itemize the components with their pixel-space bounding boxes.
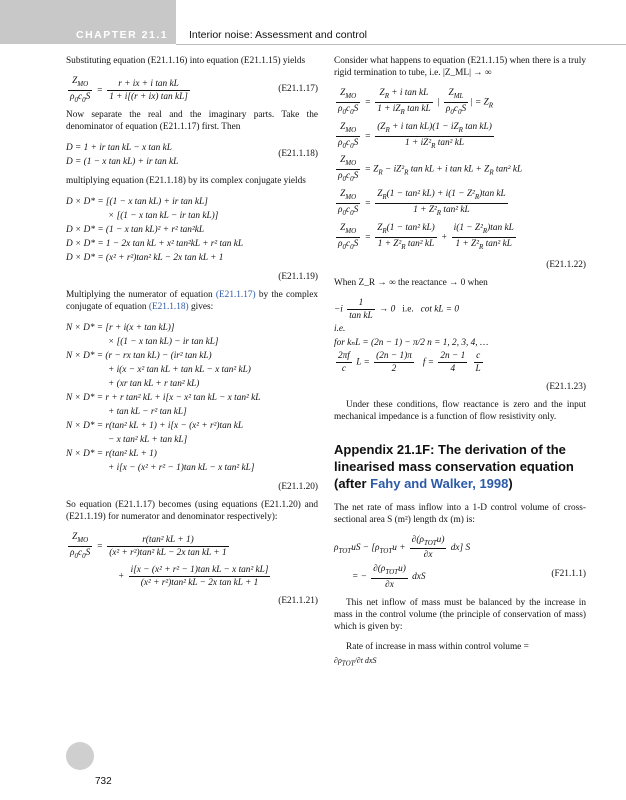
equation-number: (E21.1.22) [546,259,586,270]
equation-line: N × D* = r + r tan² kL + i[x − x² tan kL − x tan² kL [66,393,261,403]
citation-link[interactable]: Fahy and Walker, 1998 [370,475,509,491]
equation-line: − x tan² kL + tan kL] [108,435,188,445]
equation-line: × [(1 − x tan kL − ir tan kL)] [108,211,219,221]
equation-line: D × D* = (x² + r²)tan² kL − 2x tan kL + 1 [66,253,224,263]
paragraph: This net inflow of mass must be balanced by the increase in mass in the control volume (the principle of conservation of mass) which is given by: [334,598,586,633]
equation-line: + i(x − x² tan kL + tan kL − x tan² kL) [108,365,251,375]
equation-e21-1-23: −i $\frac{1}{\text{tan kL}}$ → 0 i.e. cot kL = 0 i.e. for kₙL = (2n − 1) − π/2 n = 1, 2, 3, 4, … $\frac{2\pi f}{c}$ L = $\frac{(2n - 1)\pi}{2}$ f = $\frac{2n - 1}{4}$ $\frac{c}{L}$ [334,297,586,375]
equation-line: + tan kL − r² tan kL] [108,407,187,417]
equation-mass-rate: $\partial\rho_{TOT}/\partial t$ dxS [334,656,377,668]
equation-line: + i[x − (x² + r² − 1)tan kL − x tan² kL] [108,463,255,473]
equation-line: for kₙL = (2n − 1) − π/2 n = 1, 2, 3, 4, … [334,337,489,348]
equation-number: (E21.1.20) [278,482,318,492]
equation-line: N × D* = (r − rx tan kL) − (ir² tan kL) [66,351,212,361]
equation-e21-1-18 [66,141,318,169]
appendix-heading: Appendix 21.1F: The derivation of the linearised mass conservation equation (after Fahy and Walker, 1998) [334,441,574,491]
equation-line: D = (1 − x tan kL) + ir tan kL [66,157,179,167]
paragraph: The net rate of mass inflow into a 1-D control volume of cross-sectional area S (m²) length dx (m) is: [334,502,586,525]
equation-line: N × D* = r(tan² kL + 1) + i[x − (x² + r²)tan kL [66,421,244,431]
chapter-label: CHAPTER 21.1 [76,29,169,41]
equation-number: (F21.1.1) [551,568,586,579]
paragraph: Rate of increase in mass within control volume = [346,642,529,653]
equation-number: (E21.1.21) [278,595,318,606]
paragraph: Under these conditions, flow reactance is zero and the input mechanical impedance is a function of flow resistivity only. [334,399,586,422]
equation-line: N × D* = [r + i(x + tan kL)] [66,323,175,333]
page-number: 732 [95,776,112,787]
equation-line: D × D* = (1 − x tan kL)² + r² tan²kL [66,225,205,235]
equation-link[interactable]: (E21.1.17) [215,290,256,300]
equation-e21-1-20 [66,321,318,475]
paragraph: Substituting equation (E21.1.16) into equation (E21.1.15) yields [66,56,306,66]
equation-e21-1-19 [66,195,318,265]
paragraph: Consider what happens to equation (E21.1.15) when there is a truly rigid termination to tube, i.e. |Z_ML| → ∞ [334,56,586,78]
ie-label: i.e. [334,323,346,334]
paragraph: When Z_R → ∞ the reactance → 0 when [334,277,488,288]
equation-link[interactable]: (E21.1.18) [148,302,189,312]
equation-number: (E21.1.18) [278,149,318,159]
left-column [66,55,318,613]
equation-line: N × D* = r(tan² kL + 1) [66,449,157,459]
equation-number: (E21.1.23) [546,381,586,392]
equation-line: + (xr tan kL + r tan² kL) [108,379,200,389]
equation-e21-1-17: $\frac{Z_{MO}}{\rho_0c_0S}$ = $\frac{\text{r + ix + i tan kL}}{\text{1 + i[(r + ix) tan kL]}}$ (E21.1.17) [70,76,318,104]
paragraph: Now separate the real and the imaginary parts. Take the denominator of equation (E21.1.17) first. Then [66,110,318,132]
header-rule [176,44,626,45]
equation-line: D × D* = [(1 − x tan kL) + ir tan kL] [66,197,208,207]
equation-number: (E21.1.19) [278,272,318,282]
equation-e21-1-21: $\frac{Z_{MO}}{\rho_0c_0S}$ = $\frac{\text{r(tan² kL + 1)}}{\text{(x² + r²)tan² kL − 2x tan kL + 1}}$ + $\frac{\text{i[x − (x² + r² − 1)tan kL − x tan² kL]}}{\text{(x² + r²)tan² kL − 2x tan kL + 1}}$ [70,532,269,588]
equation-line: D = 1 + ir tan kL − x tan kL [66,143,172,153]
page-marker [66,742,94,770]
paragraph: multiplying equation (E21.1.18) by its complex conjugate yields [66,176,306,186]
paragraph: Multiplying the numerator of equation (E21.1.17) by the complex conjugate of equation (E21.1.18) gives: [66,290,319,312]
running-title: Interior noise: Assessment and control [189,29,368,41]
equation-line: D × D* = 1 − 2x tan kL + x² tan²kL + r² tan kL [66,239,244,249]
equation-number: (E21.1.17) [278,84,318,94]
right-column [334,55,586,676]
paragraph: So equation (E21.1.17) becomes (using equations (E21.1.20) and (E21.1.19) for numerator and denominator respectively): [66,500,318,522]
equation-f21-1-1: $\rho_{TOT}uS - [\rho_{TOT}u$ + $\frac{\partial(\rho_{TOT}u)}{\partial x}$ dx] S = − $\frac{\partial(\rho_{TOT}u)}{\partial x}$ dxS (F21.1.1) [334,534,586,591]
equation-line: × [(1 − x tan kL) − ir tan kL] [108,337,219,347]
equation-rigid-termination: $\frac{Z_{MO}}{\rho_0c_0S}$ = $\frac{Z_R + i \tan kL}{1 + iZ_R \tan kL}$ | $\frac{Z_{ML}}{\rho_0c_0S}$ | = $Z_R$ $\frac{Z_{MO}}{\rho_0c_0S}$ = $\frac{(Z_R + i \tan kL)(1 - iZ_R \tan kL)}{1 + iZ^2_R \tan^2 kL}$ $\frac{Z_{MO}}{\rho_0c_0S}$ = $Z_R - iZ^2_R$ tan kL + i tan kL + $Z_R$ tan² kL $\frac{Z_{MO}}{\rho_0c_0S}$ = $\frac{Z_R(1 - \tan^2 kL) + i(1 - Z^2_R)\tan kL}{1 + Z^2_R \tan^2 kL}$ $\frac{Z_{MO}}{\rho_0c_0S}$ = $\frac{Z_R(1 - \tan^2 kL)}{1 + Z^2_R \tan^2 kL}$ + $\frac{i(1 - Z^2_R)\tan kL}{1 + Z^2_R \tan^2 kL}$ [338,88,523,251]
